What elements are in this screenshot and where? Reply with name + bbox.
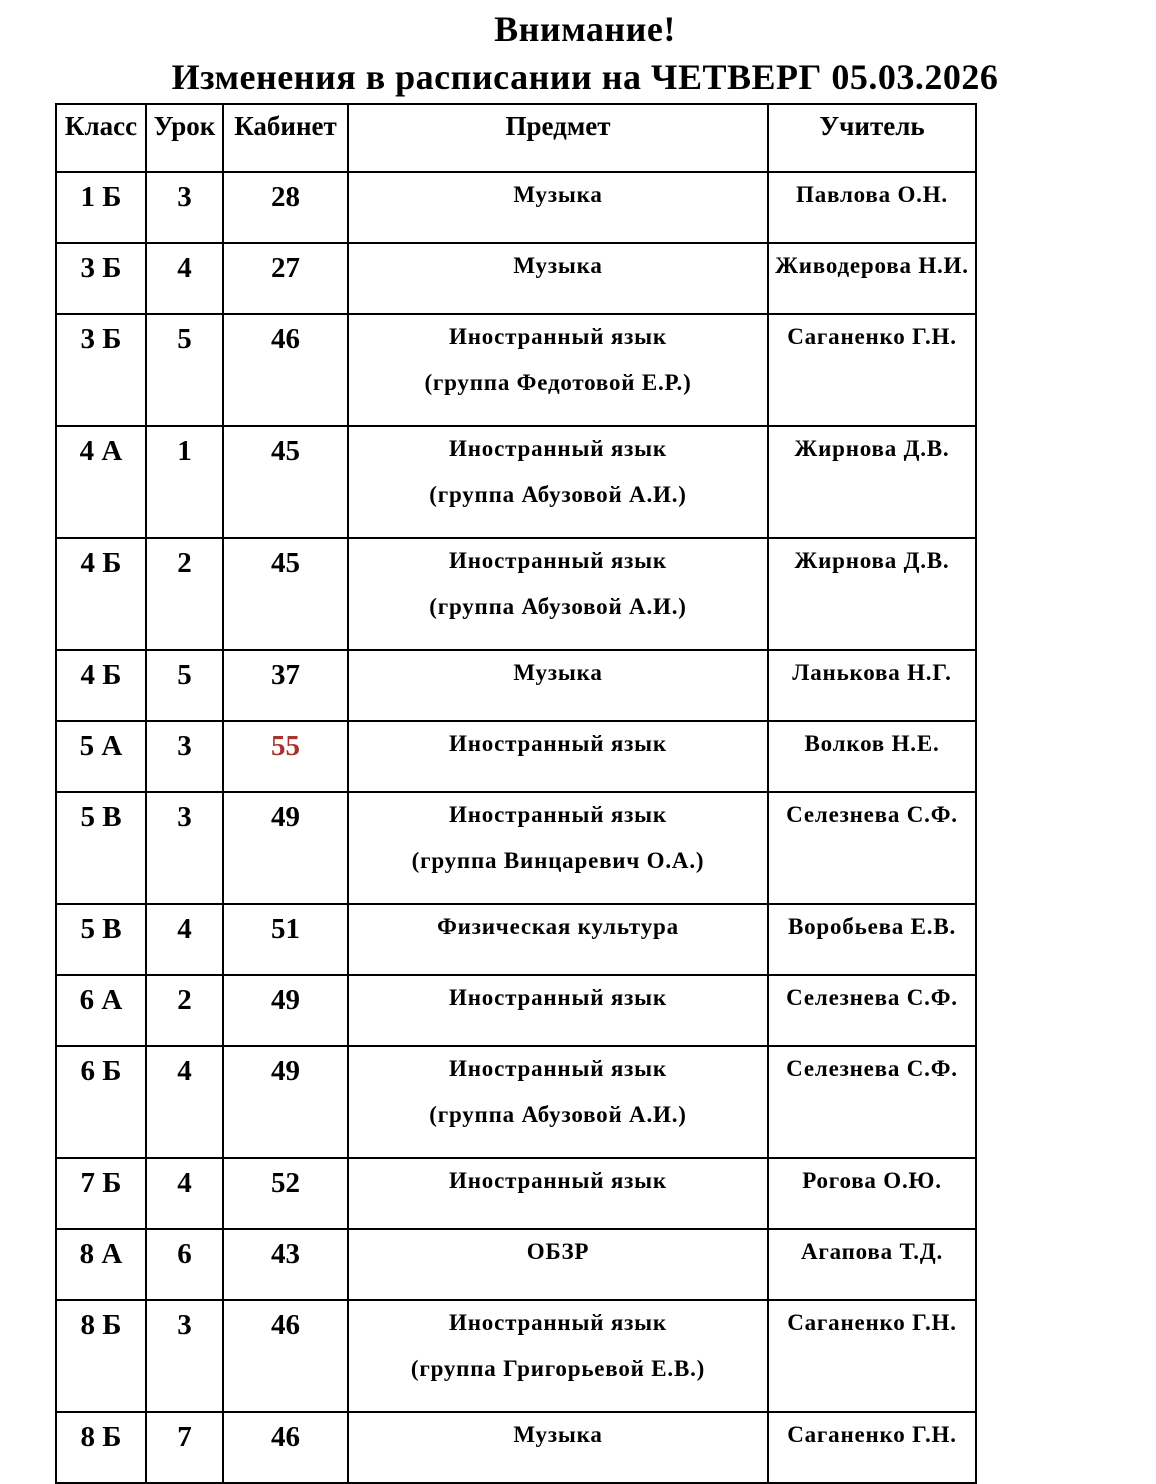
teacher-cell: Живодерова Н.И.: [768, 243, 976, 314]
teacher-cell: Саганенко Г.Н.: [768, 1412, 976, 1483]
teacher-cell: Саганенко Г.Н.: [768, 314, 976, 426]
subject-cell: [348, 721, 768, 792]
subject-name: ОБЗР: [526, 1239, 590, 1264]
class-cell: 8 Б: [56, 1300, 146, 1412]
table-row: [56, 172, 976, 243]
table-row: [56, 975, 976, 1046]
table-row: [56, 792, 976, 904]
subject-name: Музыка: [513, 1422, 603, 1447]
teacher-cell: Селезнева С.Ф.: [768, 792, 976, 904]
subject-name: Иностранный язык: [449, 985, 667, 1010]
subject-name: Иностранный язык: [449, 324, 667, 349]
subject-cell: [348, 172, 768, 243]
table-row: [56, 426, 976, 538]
subject-group: (группа Григорьевой Е.В.): [410, 1356, 706, 1381]
subject-name: Иностранный язык: [449, 548, 667, 573]
class-cell: 7 Б: [56, 1158, 146, 1229]
table-row: [56, 904, 976, 975]
lesson-cell: 1: [146, 426, 223, 538]
class-cell: 4 А: [56, 426, 146, 538]
lesson-cell: 5: [146, 650, 223, 721]
subject-cell: [348, 1229, 768, 1300]
subject-cell: [348, 904, 768, 975]
lesson-cell: 2: [146, 538, 223, 650]
room-cell: 46: [223, 1300, 348, 1412]
room-cell: 27: [223, 243, 348, 314]
subject-cell: [348, 792, 768, 904]
lesson-cell: 3: [146, 172, 223, 243]
class-cell: 6 Б: [56, 1046, 146, 1158]
subject-cell: [348, 426, 768, 538]
subject-name: Иностранный язык: [449, 1056, 667, 1081]
subject-cell: [348, 975, 768, 1046]
teacher-cell: Ланькова Н.Г.: [768, 650, 976, 721]
table-row: [56, 1158, 976, 1229]
subject-cell: [348, 1046, 768, 1158]
class-cell: 4 Б: [56, 650, 146, 721]
class-cell: 8 А: [56, 1229, 146, 1300]
teacher-cell: Агапова Т.Д.: [768, 1229, 976, 1300]
room-cell: 49: [223, 792, 348, 904]
table-row: [56, 1046, 976, 1158]
column-header-lesson: Урок: [146, 104, 223, 172]
subject-name: Иностранный язык: [449, 436, 667, 461]
subject-name: Иностранный язык: [449, 1310, 667, 1335]
subject-cell: [348, 650, 768, 721]
teacher-cell: Жирнова Д.В.: [768, 426, 976, 538]
table-row: [56, 1229, 976, 1300]
room-cell: 28: [223, 172, 348, 243]
lesson-cell: 6: [146, 1229, 223, 1300]
table-row: [56, 650, 976, 721]
subject-group: (группа Винцаревич О.А.): [411, 848, 705, 873]
teacher-cell: Саганенко Г.Н.: [768, 1300, 976, 1412]
class-cell: 1 Б: [56, 172, 146, 243]
class-cell: 3 Б: [56, 243, 146, 314]
room-cell: 45: [223, 426, 348, 538]
column-header-room: Кабинет: [223, 104, 348, 172]
lesson-cell: 3: [146, 1300, 223, 1412]
subject-cell: [348, 1412, 768, 1483]
subject-name: Иностранный язык: [449, 731, 667, 756]
subject-group: (группа Абузовой А.И.): [429, 594, 687, 619]
class-cell: 5 В: [56, 792, 146, 904]
subject-name: Музыка: [513, 660, 603, 685]
room-cell: 46: [223, 1412, 348, 1483]
teacher-cell: Павлова О.Н.: [768, 172, 976, 243]
column-header-subject: Предмет: [348, 104, 768, 172]
teacher-cell: Волков Н.Е.: [768, 721, 976, 792]
schedule-changes-table: [55, 103, 977, 1484]
room-cell: 37: [223, 650, 348, 721]
column-header-teacher: Учитель: [768, 104, 976, 172]
room-cell: 43: [223, 1229, 348, 1300]
table-row: [56, 1412, 976, 1483]
teacher-cell: Жирнова Д.В.: [768, 538, 976, 650]
subject-name: Музыка: [513, 182, 603, 207]
class-cell: 3 Б: [56, 314, 146, 426]
table-row: [56, 538, 976, 650]
table-row: [56, 243, 976, 314]
lesson-cell: 7: [146, 1412, 223, 1483]
subject-name: Физическая культура: [437, 914, 679, 939]
table-row: [56, 721, 976, 792]
room-cell: 52: [223, 1158, 348, 1229]
room-cell: 49: [223, 1046, 348, 1158]
lesson-cell: 4: [146, 1158, 223, 1229]
subject-group: (группа Абузовой А.И.): [429, 1102, 687, 1127]
lesson-cell: 4: [146, 904, 223, 975]
subject-cell: [348, 1158, 768, 1229]
lesson-cell: 5: [146, 314, 223, 426]
class-cell: 6 А: [56, 975, 146, 1046]
teacher-cell: Селезнева С.Ф.: [768, 1046, 976, 1158]
lesson-cell: 2: [146, 975, 223, 1046]
room-cell: 49: [223, 975, 348, 1046]
lesson-cell: 4: [146, 1046, 223, 1158]
subject-cell: [348, 314, 768, 426]
table-row: [56, 1300, 976, 1412]
subject-cell: [348, 243, 768, 314]
room-cell: 45: [223, 538, 348, 650]
room-cell: 51: [223, 904, 348, 975]
table-header-row: [56, 104, 976, 172]
subject-group: (группа Федотовой Е.Р.): [424, 370, 692, 395]
teacher-cell: Воробьева Е.В.: [768, 904, 976, 975]
subject-name: Иностранный язык: [449, 802, 667, 827]
subject-cell: [348, 1300, 768, 1412]
table-row: [56, 314, 976, 426]
lesson-cell: 3: [146, 792, 223, 904]
column-header-class: Класс: [56, 104, 146, 172]
class-cell: 4 Б: [56, 538, 146, 650]
class-cell: 5 В: [56, 904, 146, 975]
lesson-cell: 4: [146, 243, 223, 314]
subject-name: Иностранный язык: [449, 1168, 667, 1193]
class-cell: 8 Б: [56, 1412, 146, 1483]
room-cell: 55: [223, 721, 348, 792]
teacher-cell: Рогова О.Ю.: [768, 1158, 976, 1229]
notice-heading: Внимание!: [494, 9, 676, 49]
room-cell: 46: [223, 314, 348, 426]
class-cell: 5 А: [56, 721, 146, 792]
subject-cell: [348, 538, 768, 650]
subject-name: Музыка: [513, 253, 603, 278]
subject-group: (группа Абузовой А.И.): [429, 482, 687, 507]
lesson-cell: 3: [146, 721, 223, 792]
teacher-cell: Селезнева С.Ф.: [768, 975, 976, 1046]
page-title: Изменения в расписании на ЧЕТВЕРГ 05.03.2026: [171, 57, 999, 97]
